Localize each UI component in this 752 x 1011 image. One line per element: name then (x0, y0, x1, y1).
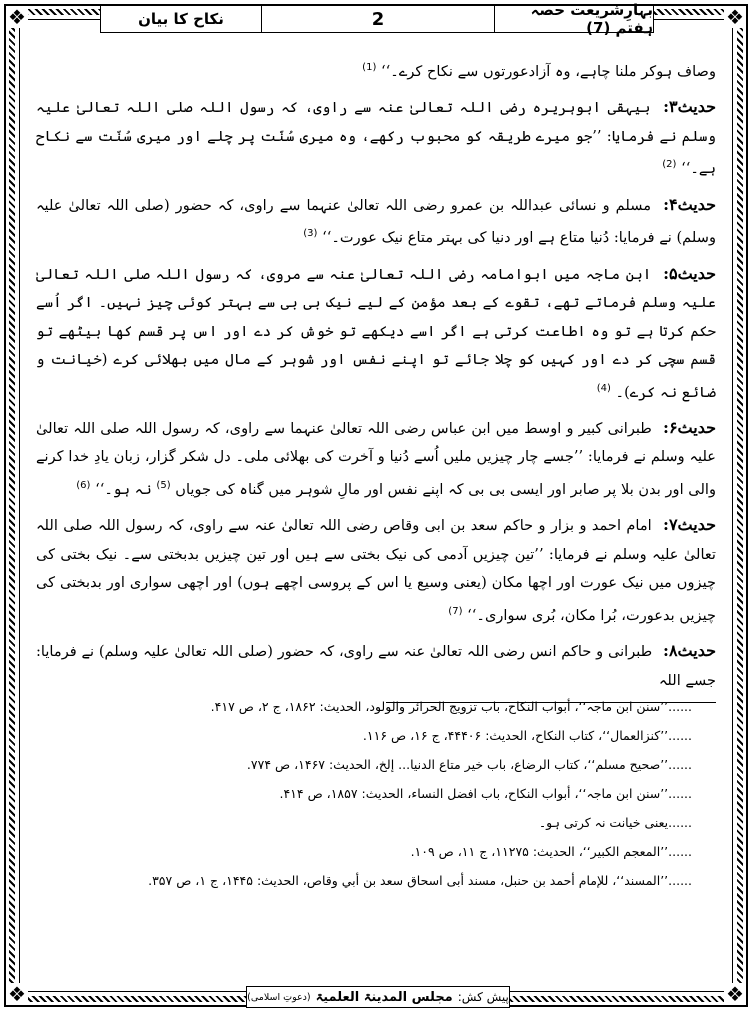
hadith-label: حدیث۷: (663, 515, 716, 535)
paragraph-text: وصاف ہوکر ملنا چاہے، وہ آزادعورتوں سے نکاح کرے۔‘‘ (380, 62, 716, 80)
hadith-label: حدیث۴: (663, 194, 717, 214)
footnote-text: ’’سنن ابن ماجہ‘‘، أبواب النکاح، باب افضل النساء، الحدیث: ۱۸۵۷، ص ۴۱۴. (279, 786, 669, 801)
footnote-item: ......’’سنن ابن ماجہ‘‘، أبواب النکاح، باب تزویج الحرائر والولود، الحدیث: ۱۸۶۲، ج ۲، ص ۴۱۷. (210, 699, 692, 714)
hadith-paragraph (36, 191, 716, 253)
footnote-item: ......’’المعجم الکبیر‘‘، الحدیث: ۱۱۲۷۵، ج ۱۱، ص ۱۰۹. (410, 844, 692, 859)
hadith-paragraph (36, 260, 716, 407)
footnote-ref[interactable]: (5) (156, 479, 171, 491)
footnote-text: ’’صحیح مسلم‘‘، کتاب الرضاع، باب خیر متاع الدنیا... إلخ، الحدیث: ۱۴۶۷، ص ۷۷۴. (246, 757, 669, 772)
page-footer (246, 986, 510, 1008)
footnote-item: ......’’کنزالعمال‘‘، کتاب النکاح، الحدیث: ۴۴۴۰۶، ج ۱۶، ص ۱۱۶. (362, 728, 692, 743)
chapter-title: نکاح کا بیان (101, 6, 262, 32)
footnotes (36, 692, 692, 895)
hadith-label: حدیث۸: (663, 641, 716, 661)
page-number: 2 (262, 6, 495, 32)
footnote-item: ......’’المسند‘‘، للإمام أحمد بن حنبل، مسند أبی اسحاق سعد بن أبي وقاص، الحدیث: ۱۴۴۵، ج ۱، ص ۳۵۷. (148, 873, 692, 888)
footnote-ref[interactable]: (1) (362, 62, 377, 73)
hadith-text: امام احمد و بزار و حاکم سعد بن ابی وقاص رضی اللہ تعالیٰ عنہ سے راوی، کہ رسول اللہ صلی اللہ تعالیٰ علیہ وسلم نے فرمایا: ’’تین چیزیں آدمی کی نیک بختی سے ہیں اور تین چیزیں بدبختی سے۔ نیک بختی کی چیزوں میں نیک عورت اور اچھا مکان (یعنی وسیع یا اس کے پروسی اچھے ہوں) اور اچھی سواری اور بدبختی کی چیزیں بدعورت، بُرا مکان، بُری سواری۔‘‘ (36, 517, 716, 624)
footnote-ref[interactable]: (6) (76, 479, 91, 491)
hadith-label: حدیث۳: (663, 97, 717, 117)
footnote-ref[interactable]: (7) (448, 605, 463, 617)
footnote-ref[interactable]: (3) (303, 228, 318, 240)
footnote-text: ’’المعجم الکبیر‘‘، الحدیث: ۱۱۲۷۵، ج ۱۱، ص ۱۰۹. (410, 844, 669, 859)
hadith-text: طبرانی کبیر و اوسط میں ابن عباس رضی اللہ تعالیٰ عنہما سے راوی، کہ رسول اللہ صلی اللہ تعالیٰ علیہ وسلم نے فرمایا: ’’جسے چار چیزیں ملیں اُسے دُنیا و آخرت کی بھلائی ملی۔ دل شکر گزار، زبان یادِ خدا کرنے والی اور بدن بلا پر صابر اور ایسی بی بی کہ اپنے نفس اور مالِ شوہر میں گناہ کی جویاں (36, 419, 716, 498)
footnote-text: ’’کنزالعمال‘‘، کتاب النکاح، الحدیث: ۴۴۴۰۶، ج ۱۶، ص ۱۱۶. (362, 728, 669, 743)
main-text (36, 54, 716, 713)
footnote-text: یعنی خیانت نہ کرتی ہو۔ (538, 815, 669, 830)
hadith-text: بیہقی ابوہریرہ رضی اللہ تعالیٰ عنہ سے راوی، کہ رسول اللہ صلی اللہ تعالیٰ علیہ وسلم نے فرمایا: ’’جو میرے طریقہ کو محبوب رکھے، وہ میری سُنّت پر چلے اور میری سُنّت سے نکاح ہے۔‘‘ (36, 99, 716, 178)
publisher-name: مجلس المدینۃ العلمیۃ (315, 989, 453, 1005)
footnote-ref[interactable]: (4) (596, 382, 611, 394)
publisher-sub: (دعوتِ اسلامی) (247, 991, 311, 1003)
hadith-paragraph (36, 637, 716, 695)
footnote-item: ......’’صحیح مسلم‘‘، کتاب الرضاع، باب خیر متاع الدنیا... إلخ، الحدیث: ۱۴۶۷، ص ۷۷۴. (246, 757, 692, 772)
hadith-text: مسلم و نسائی عبداللہ بن عمرو رضی اللہ تعالیٰ عنہما سے راوی، کہ حضور (صلی اللہ تعالیٰ علیہ وسلم) نے فرمایا: دُنیا متاع ہے اور دنیا کی بہتر متاع نیک عورت۔‘‘ (36, 196, 716, 247)
corner-ornament-icon: ❖ (724, 6, 746, 28)
hadith-text: نہ ہو۔‘‘ (95, 480, 152, 498)
footnote-text: ’’المسند‘‘، للإمام أحمد بن حنبل، مسند أبی اسحاق سعد بن أبي وقاص، الحدیث: ۱۴۴۵، ج ۱، ص ۳۵۷. (148, 873, 669, 888)
paragraph (36, 54, 716, 86)
book-title: بہارِشریعت حصہ ہفتم (7) (530, 1, 653, 37)
corner-ornament-icon: ❖ (6, 983, 28, 1005)
hadith-paragraph (36, 93, 716, 183)
footnote-ref[interactable]: (2) (662, 159, 677, 171)
footnote-text: ’’سنن ابن ماجہ‘‘، أبواب النکاح، باب تزویج الحرائر والولود، الحدیث: ۱۸۶۲، ج ۲، ص ۴۱۷. (210, 699, 669, 714)
hadith-label: حدیث۶: (663, 417, 716, 437)
hadith-text: طبرانی و حاکم انس رضی اللہ تعالیٰ عنہ سے راوی، کہ حضور (صلی اللہ تعالیٰ علیہ وسلم) نے فرمایا: جسے اللہ (36, 643, 716, 689)
footer-prefix: پیش کش: (457, 990, 509, 1004)
hadith-paragraph (36, 414, 716, 504)
hadith-paragraph (36, 511, 716, 630)
hadith-label: حدیث۵: (663, 263, 717, 283)
hadith-text: ابن ماجہ میں ابوامامہ رضی اللہ تعالیٰ عنہ سے مروی، کہ رسول اللہ صلی اللہ تعالیٰ علیہ وسلم فرماتے تھے، تقوے کے بعد مؤمن کے لیے نیک بی بی سے بہتر کوئی چیز نہیں۔ اگر اُسے حکم کرتا ہے تو وہ اطاعت کرتی ہے اگر اسے دیکھے تو خوش کر دے اور اس پر قسم کھا بیٹھے تو قسم سچی کر دے اور کہیں کو چلا جائے تو اپنے نفس اور شوہر کے مال میں بھلائی کرے (خیانت و ضائع نہ کرے)۔ (36, 265, 716, 401)
corner-ornament-icon: ❖ (6, 6, 28, 28)
footnote-item: ......’’سنن ابن ماجہ‘‘، أبواب النکاح، باب افضل النساء، الحدیث: ۱۸۵۷، ص ۴۱۴. (279, 786, 692, 801)
footnote-item: ......یعنی خیانت نہ کرتی ہو۔ (538, 815, 692, 830)
page-header (100, 1, 654, 37)
corner-ornament-icon: ❖ (724, 983, 746, 1005)
